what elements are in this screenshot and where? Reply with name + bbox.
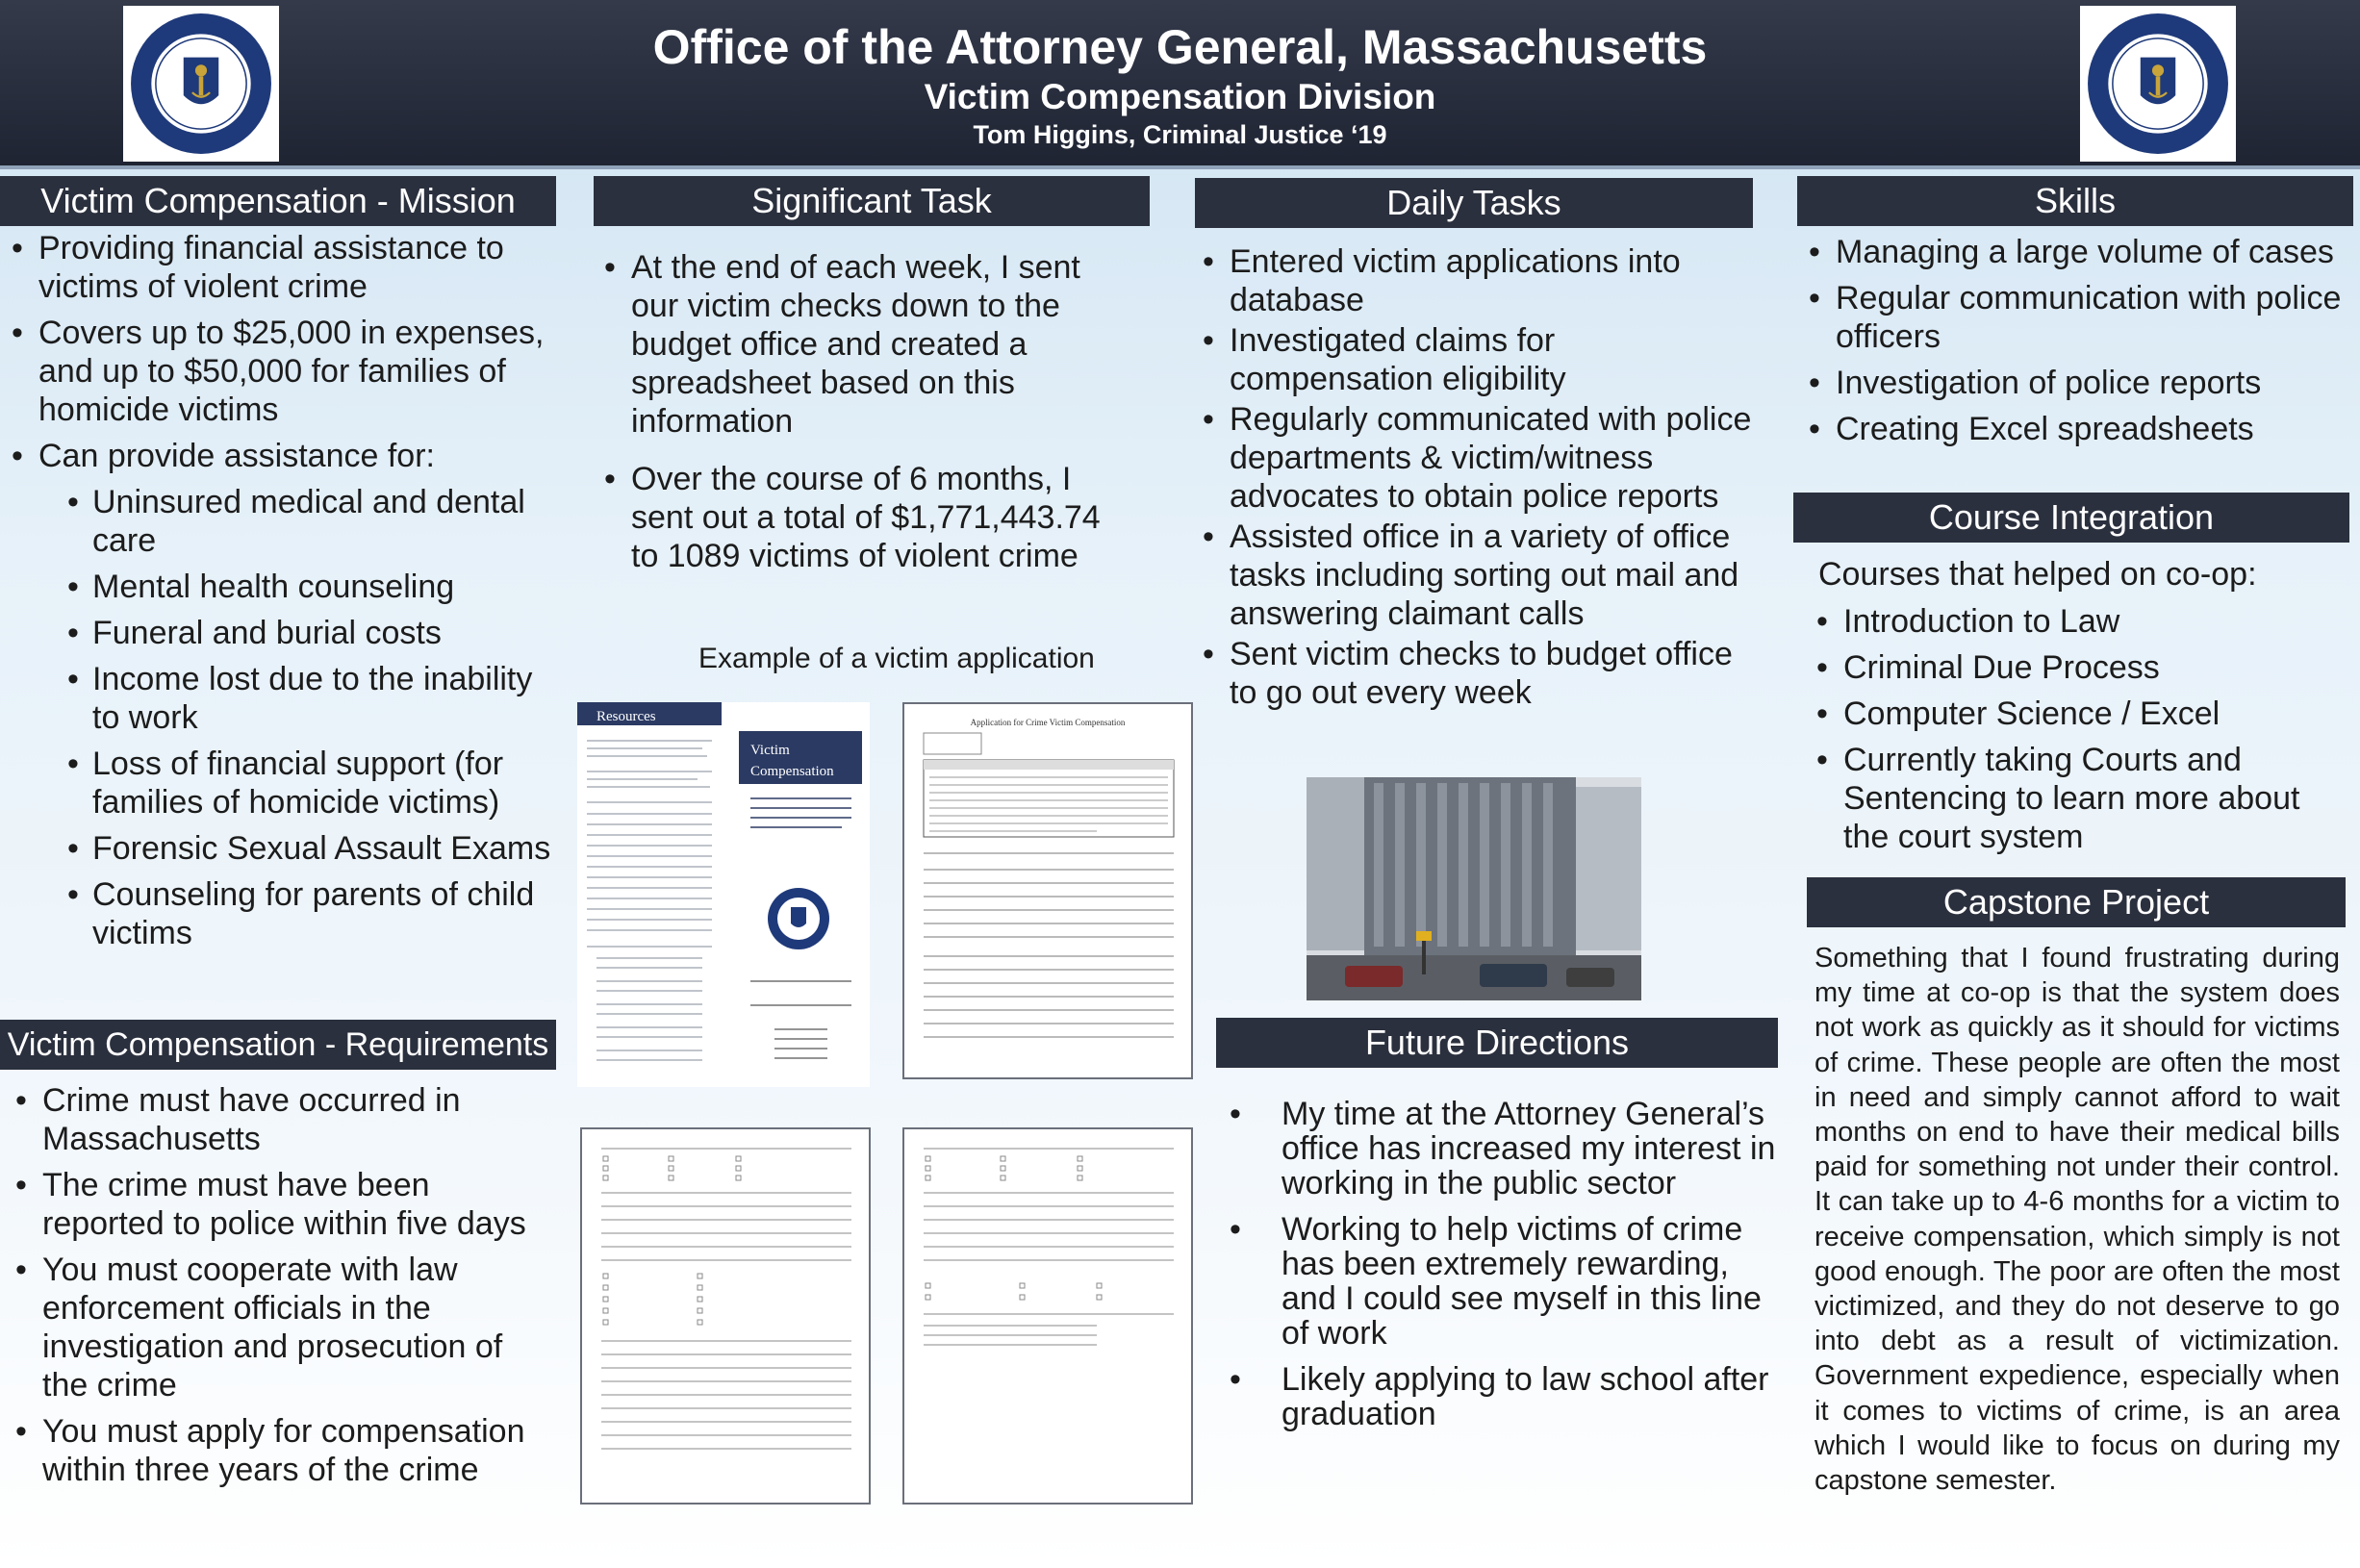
daily-heading: Daily Tasks bbox=[1195, 178, 1753, 228]
skills-heading: Skills bbox=[1797, 176, 2353, 226]
application-form-page-3 bbox=[902, 1127, 1193, 1505]
list-item: • Regular communication with police officers bbox=[1797, 279, 2346, 356]
poster-title: Office of the Attorney General, Massachusetts bbox=[652, 20, 1708, 74]
significant-heading: Significant Task bbox=[594, 176, 1150, 226]
application-caption: Example of a victim application bbox=[698, 643, 1095, 674]
mission-list bbox=[0, 229, 558, 960]
poster-subtitle: Victim Compensation Division bbox=[924, 77, 1436, 116]
list-item: • You must apply for compensation within three years of the crime bbox=[4, 1412, 543, 1489]
list-item: • Income lost due to the inability to work bbox=[0, 660, 558, 737]
list-item: • Covers up to $25,000 in expenses, and up to $50,000 for families of homicide victims bbox=[0, 314, 558, 429]
list-item: • The crime must have been reported to police within five days bbox=[4, 1166, 543, 1243]
application-form-page-2 bbox=[580, 1127, 871, 1505]
course-heading: Course Integration bbox=[1793, 493, 2349, 543]
list-item: • Over the course of 6 months, I sent out a total of $1,771,443.74 to 1089 victims of violent crime bbox=[593, 460, 1112, 575]
list-item: • Managing a large volume of cases bbox=[1797, 233, 2346, 271]
list-item: • Uninsured medical and dental care bbox=[0, 483, 558, 560]
course-intro: Courses that helped on co-op: bbox=[1818, 556, 2257, 593]
poster-header bbox=[0, 0, 2360, 169]
requirements-heading: Victim Compensation - Requirements bbox=[0, 1020, 556, 1070]
list-item: • Can provide assistance for: bbox=[0, 437, 558, 475]
brochure-title-line1: Victim bbox=[750, 743, 790, 758]
list-item: • Introduction to Law bbox=[1805, 602, 2353, 641]
list-item: • At the end of each week, I sent our victim checks down to the budget office and created a spreadsheet based on this information bbox=[593, 248, 1112, 441]
poster-author: Tom Higgins, Criminal Justice ‘19 bbox=[973, 120, 1387, 149]
list-item: • Regularly communicated with police departments & victim/witness advocates to obtain police reports bbox=[1191, 400, 1753, 516]
list-item: • Funeral and burial costs bbox=[0, 614, 558, 652]
list-item: • Assisted office in a variety of office tasks including sorting out mail and answering claimant calls bbox=[1191, 518, 1753, 633]
list-item: • Computer Science / Excel bbox=[1805, 695, 2353, 733]
future-list bbox=[1218, 1097, 1776, 1439]
list-item: • You must cooperate with law enforcement officials in the investigation and prosecution of the crime bbox=[4, 1251, 543, 1404]
list-item: • Creating Excel spreadsheets bbox=[1797, 410, 2346, 448]
list-item: • Investigation of police reports bbox=[1797, 364, 2346, 402]
form-title: Application for Crime Victim Compensation bbox=[970, 718, 1126, 727]
list-item: • Entered victim applications into database bbox=[1191, 242, 1753, 319]
list-item: • Investigated claims for compensation eligibility bbox=[1191, 321, 1753, 398]
list-item: • Likely applying to law school after graduation bbox=[1218, 1362, 1776, 1431]
list-item: • Crime must have occurred in Massachusetts bbox=[4, 1081, 543, 1158]
capstone-heading: Capstone Project bbox=[1807, 877, 2346, 927]
list-item: • Forensic Sexual Assault Exams bbox=[0, 829, 558, 868]
list-item: • Mental health counseling bbox=[0, 568, 558, 606]
list-item: • Criminal Due Process bbox=[1805, 648, 2353, 687]
brochure-resources-title: Resources bbox=[596, 709, 656, 724]
requirements-list bbox=[4, 1081, 543, 1497]
application-form-page-1 bbox=[902, 702, 1193, 1079]
brochure-image bbox=[577, 702, 870, 1087]
list-item: • Providing financial assistance to victims of violent crime bbox=[0, 229, 558, 306]
course-list bbox=[1805, 602, 2353, 864]
list-item: • Counseling for parents of child victims bbox=[0, 875, 558, 952]
brochure-title-line2: Compensation bbox=[750, 764, 834, 779]
future-heading: Future Directions bbox=[1216, 1018, 1778, 1068]
daily-list bbox=[1191, 242, 1753, 714]
list-item: • Loss of financial support (for families of homicide victims) bbox=[0, 745, 558, 822]
significant-list bbox=[593, 248, 1112, 583]
skills-list bbox=[1797, 233, 2346, 456]
list-item: • My time at the Attorney General’s office has increased my interest in working in the public sector bbox=[1218, 1097, 1776, 1201]
list-item: • Working to help victims of crime has been extremely rewarding, and I could see myself in this line of work bbox=[1218, 1212, 1776, 1351]
building-photo bbox=[1307, 777, 1641, 1000]
capstone-text: Something that I found frustrating during my time at co-op is that the system does not work as quickly as it should for victims of crime. These people are often the most in need and simply cannot afford to wait months on end to have their medical bills paid for something not under their control. It can take up to 4-6 months for a victim to receive compensation, which simply is not good enough. The poor are often the most victimized, and they do not deserve to go into debt as a result of victimization. Government expedience, especially when it comes to victims of crime, is an area which I would like to focus on during my capstone semester. bbox=[1814, 943, 2340, 1497]
mission-heading: Victim Compensation - Mission bbox=[0, 176, 556, 226]
list-item: • Currently taking Courts and Sentencing to learn more about the court system bbox=[1805, 741, 2353, 856]
list-item: • Sent victim checks to budget office to go out every week bbox=[1191, 635, 1753, 712]
